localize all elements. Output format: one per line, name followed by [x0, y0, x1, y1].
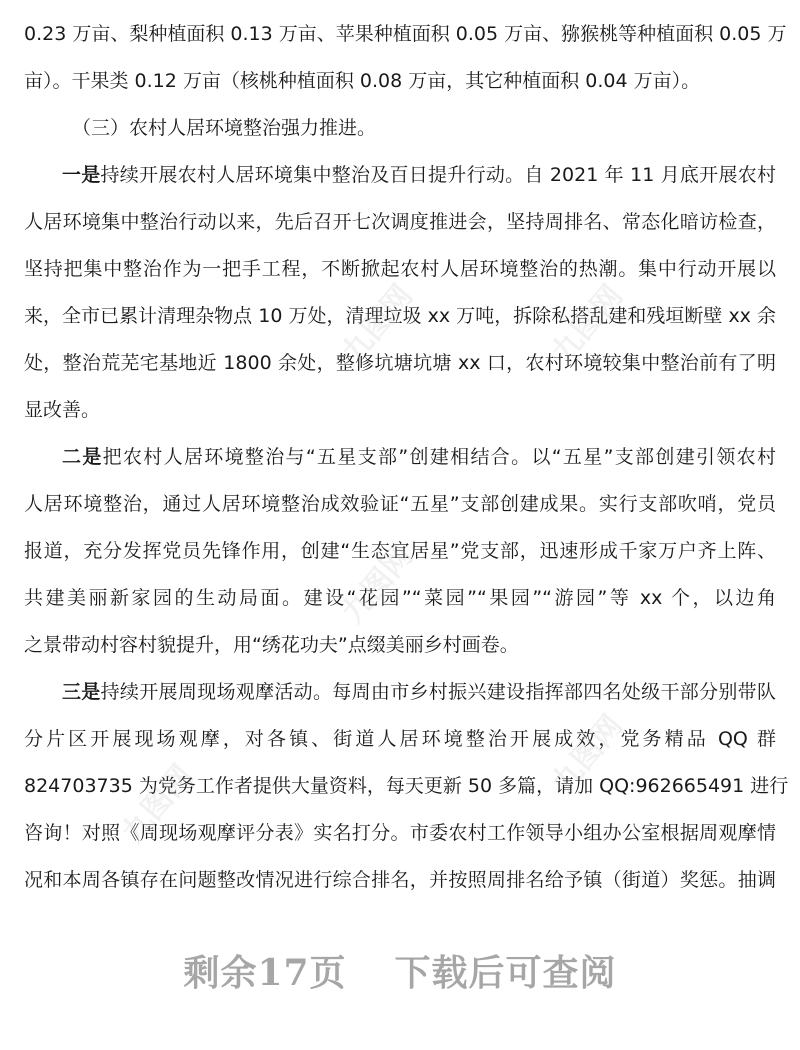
document-page: [24, 14, 789, 907]
text-line: 咨询！对照《周现场观摩评分表》实名打分。市委农村工作领导小组办公室根据周观摩情: [24, 822, 776, 844]
watermark: 九图网: [115, 758, 201, 850]
text-line: 分片区开展现场观摩，对各镇、街道人居环境整治开展成效，党务精品 QQ 群: [24, 728, 776, 750]
watermark: 九图网: [335, 538, 421, 630]
paragraph-first-line: [24, 672, 776, 719]
paragraph-lead: 一是: [62, 164, 101, 186]
paragraph-lead: 三是: [62, 681, 101, 703]
remaining-pages-label: 剩余17页: [183, 952, 347, 994]
paragraph-first-line: [24, 155, 776, 202]
section-heading: （三）农村人居环境整治强力推进。: [72, 117, 377, 139]
text-line: 人居环境整治，通过人居环境整治成效验证“五星”支部创建成果。实行支部吹哨，党员: [24, 493, 776, 515]
text-line: 况和本周各镇存在问题整改情况进行综合排名，并按照周排名给予镇（街道）奖惩。抽调: [24, 869, 776, 891]
text-line: 亩）。干果类 0.12 万亩（核桃种植面积 0.08 万亩，其它种植面积 0.04 万亩）。: [24, 70, 701, 92]
text-line: 来，全市已累计清理杂物点 10 万处，清理垃圾 xx 万吨，拆除私搭乱建和残垣断壁 xx 余: [24, 305, 776, 327]
watermark: 九图网: [335, 278, 421, 370]
text-line: 共建美丽新家园的生动局面。建设“花园”“菜园”“果园”“游园”等 xx 个，以边角: [24, 587, 776, 609]
text-span: 持续开展周现场观摩活动。每周由市乡村振兴建设指挥部四名处级干部分别带队: [100, 681, 776, 703]
text-line: 处，整治荒芜宅基地近 1800 余处，整修坑塘坑塘 xx 口，农村环境较集中整治前有了明: [24, 352, 776, 374]
text-line: 报道，充分发挥党员先锋作用，创建“生态宜居星”党支部，迅速形成千家万户齐上阵、: [24, 540, 776, 562]
text-line: 0.23 万亩、梨种植面积 0.13 万亩、苹果种植面积 0.05 万亩、猕猴桃等种植面积 0.05 万: [24, 23, 787, 45]
text-span: 把农村人居环境整治与“五星支部”创建相结合。以“五星”支部创建引领农村: [102, 446, 776, 468]
download-to-view-label[interactable]: 下载后可查阅: [394, 952, 617, 994]
text-line: 之景带动村容村貌提升，用“绣花功夫”点缀美丽乡村画卷。: [24, 634, 519, 656]
text-line: 显改善。: [24, 399, 101, 421]
paragraph-lead: 二是: [62, 446, 103, 468]
text-line: 人居环境集中整治行动以来，先后召开七次调度推进会，坚持周排名、常态化暗访检查，: [24, 211, 776, 233]
text-line: 坚持把集中整治作为一把手工程，不断掀起农村人居环境整治的热潮。集中行动开展以: [24, 258, 776, 280]
watermark: 九图网: [545, 278, 631, 370]
text-line: 824703735 为党务工作者提供大量资料，每天更新 50 多篇，请加 QQ:962665491 进行: [24, 775, 789, 797]
watermark: 九图网: [545, 708, 631, 800]
text-span: 持续开展农村人居环境集中整治及百日提升行动。自 2021 年 11 月底开展农村: [100, 164, 776, 186]
download-prompt[interactable]: [0, 945, 800, 996]
paragraph-first-line: [24, 437, 776, 484]
